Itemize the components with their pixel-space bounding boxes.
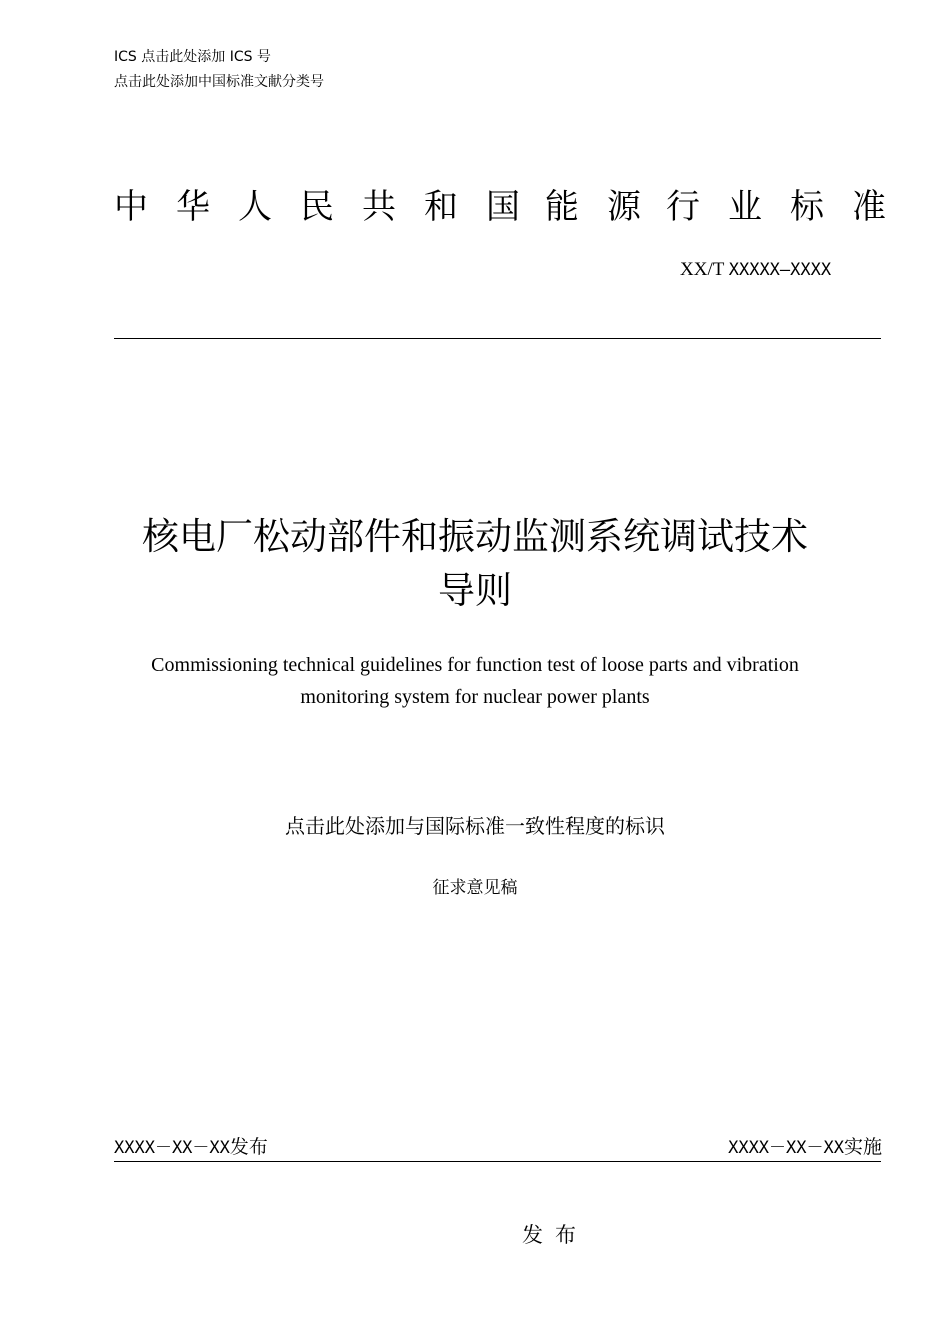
issue-date-label: 发布 — [229, 1136, 268, 1158]
standard-class-char: 共 — [362, 187, 396, 227]
standard-class-char: 中 — [114, 187, 148, 227]
standard-class-char: 人 — [238, 187, 272, 227]
draft-status: 征求意见稿 — [432, 878, 518, 898]
standard-class-sector — [545, 184, 641, 230]
implementation-date — [728, 1134, 882, 1161]
implementation-date-label: 实施 — [843, 1136, 882, 1158]
standard-class-char: 标 — [790, 187, 824, 227]
publisher-label: 发布 — [522, 1223, 588, 1247]
standard-class-char: 行 — [666, 187, 700, 227]
standard-number — [680, 258, 831, 282]
header-divider — [114, 338, 881, 339]
standard-class-heading — [114, 184, 886, 230]
ics-code: ICS 点击此处添加 ICS 号 — [114, 49, 271, 65]
standard-class-char: 民 — [300, 187, 334, 227]
standard-class-char: 业 — [728, 187, 762, 227]
standard-class-char: 国 — [486, 187, 520, 227]
issue-date — [114, 1134, 268, 1161]
implementation-date-value: XXXX－XX－XX — [728, 1138, 844, 1158]
standard-number-prefix: XX/T — [680, 259, 724, 280]
standard-class-type — [666, 184, 886, 230]
date-divider — [114, 1161, 881, 1162]
issue-date-value: XXXX－XX－XX — [114, 1138, 230, 1158]
ccs-classification-code: 点击此处添加中国标准文献分类号 — [114, 74, 324, 90]
standard-class-country — [114, 184, 520, 230]
title-cn-line-1: 核电厂松动部件和振动监测系统调试技术 — [142, 515, 808, 558]
title-en-line-1: Commissioning technical guidelines for function test of loose parts and vibration — [151, 654, 799, 676]
title-en-line-2: monitoring system for nuclear power plants — [300, 686, 650, 708]
standard-class-char: 华 — [176, 187, 210, 227]
title-cn-line-2: 导则 — [438, 569, 512, 612]
standard-class-char: 和 — [424, 187, 458, 227]
standard-class-char: 准 — [852, 187, 886, 227]
standard-number-value: XXXXX—XXXX — [728, 260, 832, 280]
conformity-note: 点击此处添加与国际标准一致性程度的标识 — [285, 814, 665, 838]
standard-class-char: 能 — [545, 187, 579, 227]
standard-class-char: 源 — [607, 187, 641, 227]
